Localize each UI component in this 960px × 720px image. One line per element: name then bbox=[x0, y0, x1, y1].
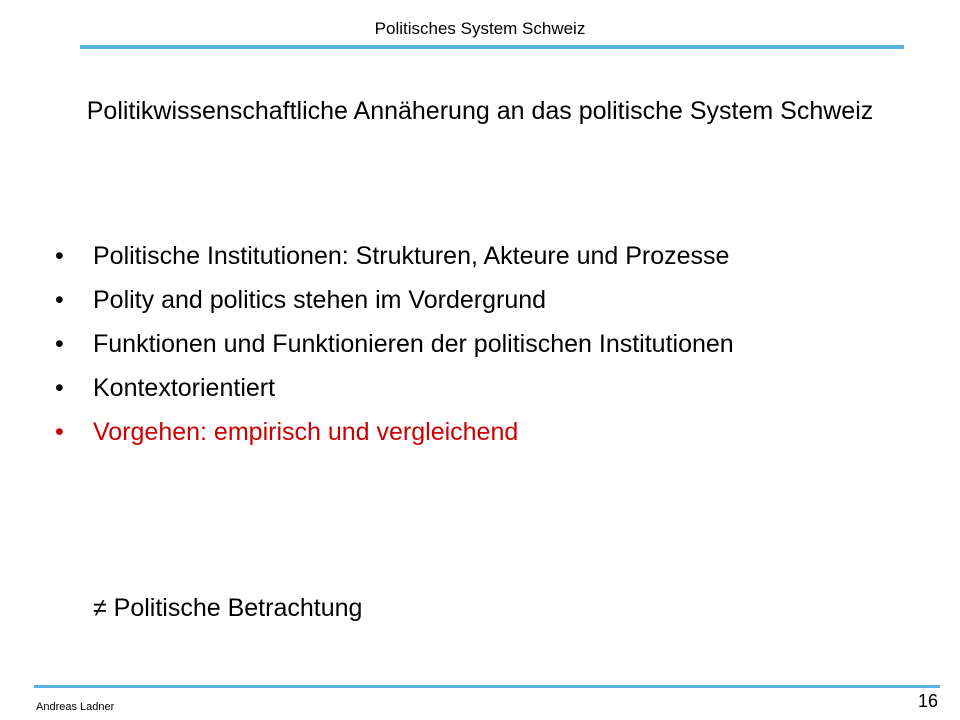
slide-title: Politikwissenschaftliche Annäherung an das politische System Schweiz bbox=[86, 97, 874, 125]
bullet-text: Kontextorientiert bbox=[93, 374, 276, 402]
bullet-dot: • bbox=[55, 374, 64, 402]
footer-author: Andreas Ladner bbox=[36, 701, 115, 713]
bullet-text: Polity and politics stehen im Vordergrund bbox=[93, 286, 547, 314]
bullet-item bbox=[55, 284, 885, 316]
header-divider bbox=[80, 45, 904, 49]
bullet-item bbox=[55, 240, 885, 272]
bullet-dot: • bbox=[55, 242, 64, 270]
bullet-item-highlighted bbox=[55, 416, 885, 448]
footer-divider bbox=[34, 685, 940, 688]
bullet-item bbox=[55, 372, 885, 404]
bullet-list bbox=[55, 240, 885, 460]
bullet-dot: • bbox=[55, 418, 64, 446]
page-number: 16 bbox=[917, 691, 938, 711]
bullet-dot: • bbox=[55, 286, 64, 314]
bullet-text: Funktionen und Funktionieren der politischen Institutionen bbox=[93, 330, 734, 358]
bullet-dot: • bbox=[55, 330, 64, 358]
note-text: ≠ Politische Betrachtung bbox=[93, 594, 363, 622]
bullet-text: Politische Institutionen: Strukturen, Akteure und Prozesse bbox=[93, 242, 730, 270]
bullet-item bbox=[55, 328, 885, 360]
bullet-text: Vorgehen: empirisch und vergleichend bbox=[93, 418, 519, 446]
header-title: Politisches System Schweiz bbox=[374, 19, 586, 38]
